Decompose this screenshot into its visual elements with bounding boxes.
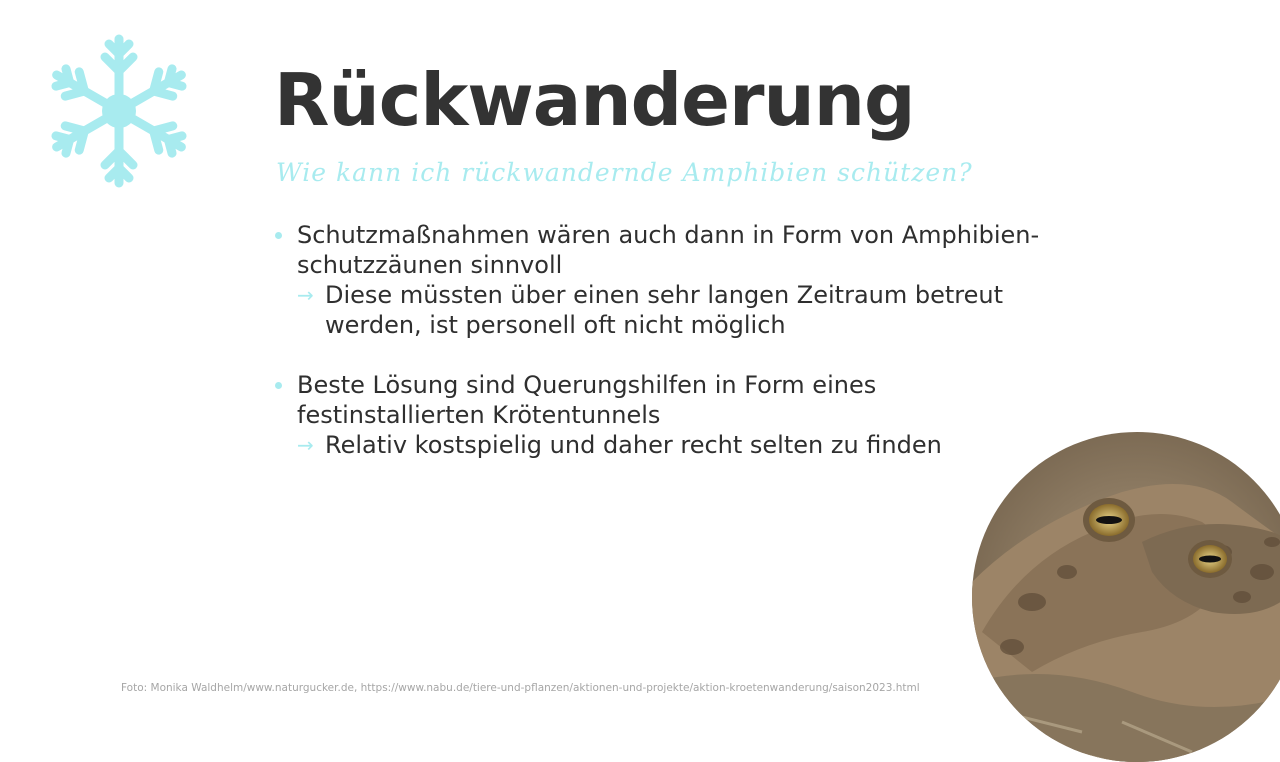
sub-point-text: Diese müssten über einen sehr langen Zeitraum betreut werden, ist personell oft nicht möglich — [325, 281, 1003, 339]
bullet-item — [274, 370, 1064, 460]
photo-credit: Foto: Monika Waldhelm/www.naturgucker.de, https://www.nabu.de/tiere-und-pflanzen/aktionen-und-projekte/aktion-kroetenwanderung/saison2023.html — [121, 682, 920, 694]
snowflake-icon — [48, 32, 190, 190]
bullet-dot — [275, 232, 282, 239]
sub-point — [297, 280, 1064, 340]
sub-point — [297, 430, 1064, 460]
sub-point-text: Relativ kostspielig und daher recht selten zu finden — [325, 431, 942, 459]
slide-title: Rückwanderung — [274, 58, 915, 142]
bullet-dot — [275, 382, 282, 389]
arrow-icon: → — [297, 283, 314, 307]
bullet-text: Beste Lösung sind Querungshilfen in Form eines festinstallierten Krötentunnels — [297, 371, 877, 429]
bullet-text: Schutzmaßnahmen wären auch dann in Form von Amphibien-schutzzäunen sinnvoll — [297, 221, 1040, 279]
bullet-list — [274, 220, 1064, 460]
arrow-icon: → — [297, 433, 314, 457]
slide-subtitle: Wie kann ich rückwandernde Amphibien schützen? — [276, 158, 973, 187]
toad-photo — [972, 432, 1280, 762]
bullet-item — [274, 220, 1064, 340]
